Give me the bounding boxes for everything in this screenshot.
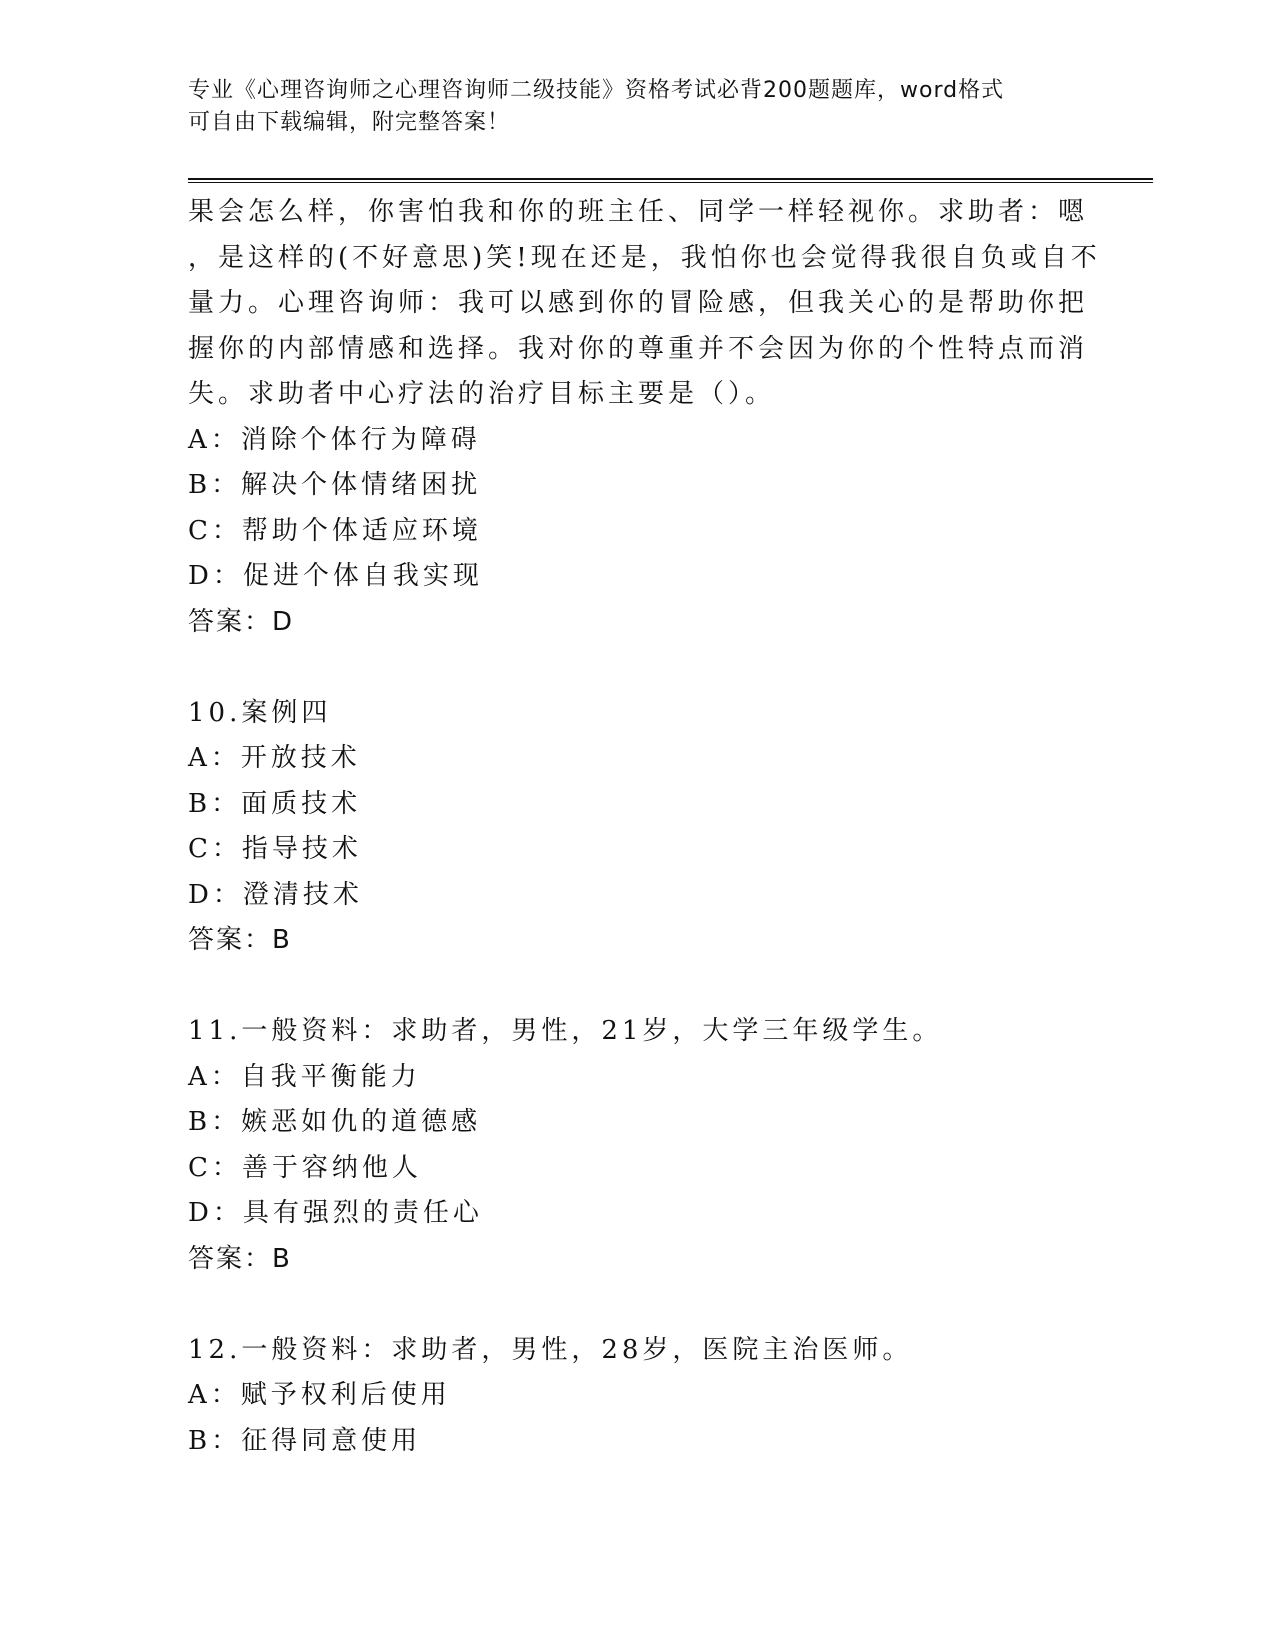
option-b: B：解决个体情绪困扰	[188, 470, 482, 500]
stem-line: 失。求助者中心疗法的治疗目标主要是（）。	[188, 379, 776, 409]
answer-line: 答案：B	[188, 925, 292, 955]
header-title-line-1: 专业《心理咨询师之心理咨询师二级技能》资格考试必背200题题库，word格式	[188, 78, 1005, 103]
answer-line: 答案：D	[188, 606, 295, 637]
spacer	[188, 1282, 1128, 1328]
header-divider-thick	[188, 178, 1153, 180]
option-b: B：征得同意使用	[188, 1425, 422, 1456]
document-body	[188, 190, 1128, 1464]
document-header	[188, 75, 1088, 139]
option-d: D：具有强烈的责任心	[188, 1198, 483, 1228]
option-a: A：自我平衡能力	[188, 1061, 421, 1092]
question-11-stem: 11.一般资料：求助者，男性，21岁，大学三年级学生。	[188, 1016, 943, 1046]
option-d: D：澄清技术	[188, 879, 363, 910]
question-9-continuation	[188, 190, 1128, 418]
option-d: D：促进个体自我实现	[188, 561, 483, 591]
option-c: C：指导技术	[188, 834, 362, 864]
option-b: B：嫉恶如仇的道德感	[188, 1107, 482, 1137]
option-b: B：面质技术	[188, 788, 362, 819]
spacer	[188, 964, 1128, 1010]
option-c: C：善于容纳他人	[188, 1152, 422, 1183]
question-10-stem: 10.案例四	[188, 697, 332, 728]
option-a: A：赋予权利后使用	[188, 1380, 451, 1410]
stem-line: 握你的内部情感和选择。我对你的尊重并不会因为你的个性特点而消	[188, 333, 1089, 364]
option-c: C：帮助个体适应环境	[188, 515, 482, 546]
header-title-line-2: 可自由下载编辑，附完整答案！	[188, 110, 511, 135]
stem-line: 果会怎么样，你害怕我和你的班主任、同学一样轻视你。求助者：嗯	[188, 197, 1089, 227]
stem-line: ，是这样的(不好意思)笑!现在还是，我怕你也会觉得我很自负或自不	[188, 242, 1101, 273]
option-a: A：消除个体行为障碍	[188, 424, 481, 455]
question-12-stem: 12.一般资料：求助者，男性，28岁，医院主治医师。	[188, 1334, 913, 1365]
option-a: A：开放技术	[188, 743, 361, 773]
answer-line: 答案：B	[188, 1243, 292, 1274]
spacer	[188, 645, 1128, 691]
stem-line: 量力。心理咨询师：我可以感到你的冒险感，但我关心的是帮助你把	[188, 288, 1089, 318]
header-divider-thin	[188, 182, 1153, 183]
